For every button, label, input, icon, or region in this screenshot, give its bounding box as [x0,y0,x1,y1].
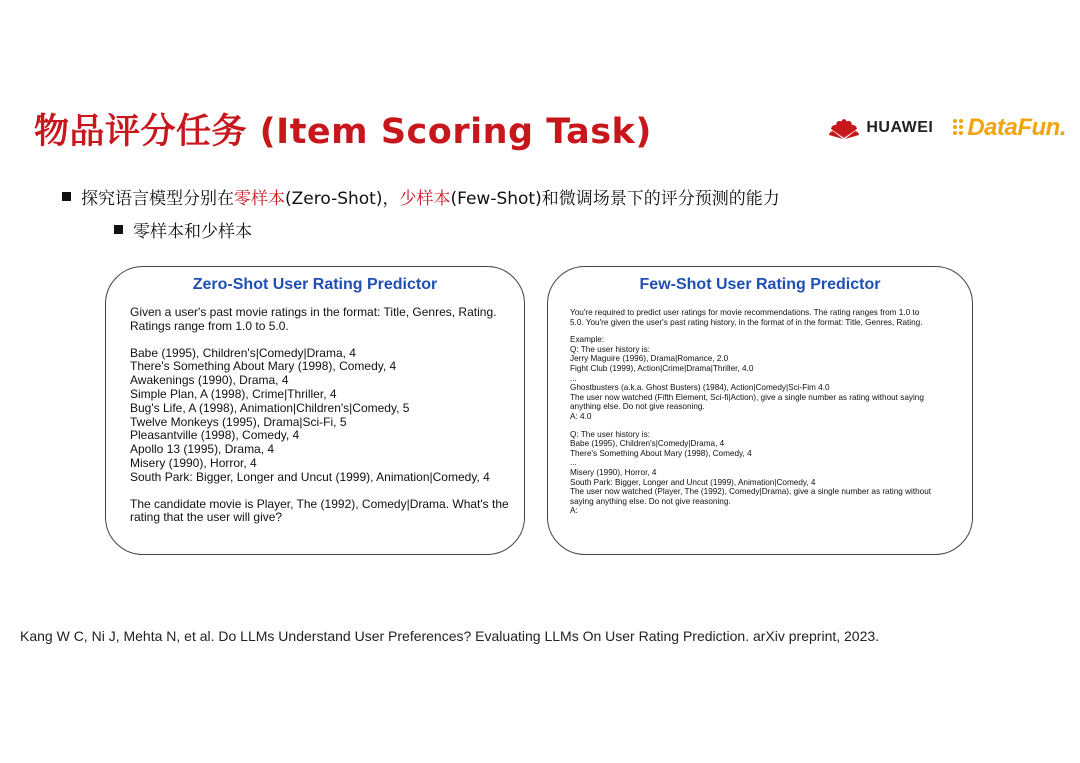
history-line: Babe (1995), Children's|Comedy|Drama, 4 [130,345,356,360]
bullet-main-post: (Few-Shot)和微调场景下的评分预测的能力 [450,189,780,209]
zero-shot-card [105,266,525,555]
datafun-logo [951,114,1066,142]
prompt-line: Ratings range from 1.0 to 5.0. [130,318,289,333]
huawei-logo [828,116,933,140]
query-line: There's Something About Mary (1998), Comedy, 4 [570,448,752,458]
example-line: Jerry Maguire (1996), Drama|Romance, 2.0 [570,354,729,364]
query-line: ... [570,458,577,468]
prompt-line: You're required to predict user ratings for movie recommendations. The rating ranges from 1.0 to [570,308,920,317]
datafun-wordmark: DataFun. [967,114,1066,141]
history-line: Awakenings (1990), Drama, 4 [130,373,289,388]
history-line: Pleasantville (1998), Comedy, 4 [130,428,300,443]
bullet-square-icon [62,192,71,201]
zero-shot-prompt [130,306,524,525]
history-line: Twelve Monkeys (1995), Drama|Sci-Fi, 5 [130,414,347,429]
query-line: The user now watched (Player, The (1992), Comedy|Drama), give a single number as rating without [570,487,932,497]
example-line: The user now watched (Fifth Element, Sci-fi|Action), give a single number as rating without saying [570,392,924,402]
question-line: The candidate movie is Player, The (1992), Comedy|Drama. What's the [130,496,509,511]
history-line: There's Something About Mary (1998), Comedy, 4 [130,359,397,374]
few-shot-title: Few-Shot User Rating Predictor [639,276,881,293]
bullet-main-pre: 探究语言模型分别在 [81,189,234,209]
slide-title: 物品评分任务 (Item Scoring Task) [34,112,652,152]
few-shot-prompt [570,308,950,516]
bullet-sub-text: 零样本和少样本 [133,222,252,242]
history-line: Simple Plan, A (1998), Crime|Thriller, 4 [130,386,337,401]
citation: Kang W C, Ni J, Mehta N, et al. Do LLMs Understand User Preferences? Evaluating LLMs On User Rating Prediction. arXiv preprint, 2023. [20,628,880,644]
example-line: ... [570,373,577,383]
query-line: Babe (1995), Children's|Comedy|Drama, 4 [570,439,725,449]
query-line: A: [570,506,578,516]
query-line: Q: The user history is: [570,429,650,439]
datafun-dots-icon [951,117,967,139]
query-line: South Park: Bigger, Longer and Uncut (1999), Animation|Comedy, 4 [570,477,816,487]
query-line: saying anything else. Do not give reasoning. [570,496,731,506]
bullet-main-few: 少样本 [399,189,451,209]
bullet-main-mid: (Zero-Shot)， [285,189,400,209]
logos [828,108,1066,148]
prompt-line: 5.0. You're given the user's past rating history, in the format of in the format: Title, Genres, Rating. [570,317,923,327]
example-line: Fight Club (1999), Action|Crime|Drama|Thriller, 4.0 [570,363,754,373]
example-line: anything else. Do not give reasoning. [570,402,705,412]
history-line: South Park: Bigger, Longer and Uncut (1999), Animation|Comedy, 4 [130,469,490,484]
example-line: Ghostbusters (a.k.a. Ghost Busters) (1984), Action|Comedy|Sci-Fim 4.0 [570,383,830,393]
question-line: rating that the user will give? [130,510,283,525]
huawei-wordmark: HUAWEI [866,119,934,136]
bullet-main-zero: 零样本 [234,189,285,209]
example-line: Example: [570,335,605,345]
few-shot-card [547,266,973,555]
prompt-line: Given a user's past movie ratings in the format: Title, Genres, Rating. [130,305,497,319]
example-line: Q: The user history is: [570,344,650,354]
history-line: Misery (1990), Horror, 4 [130,455,257,470]
history-line: Apollo 13 (1995), Drama, 4 [130,442,275,457]
history-line: Bug's Life, A (1998), Animation|Children's|Comedy, 5 [130,400,410,415]
example-line: A: 4.0 [570,411,592,421]
query-line: Misery (1990), Horror, 4 [570,467,657,477]
bullet-square-icon [114,225,123,234]
bullet-sub [114,217,252,242]
huawei-flower-icon [828,116,860,140]
bullet-main [62,184,780,209]
zero-shot-title: Zero-Shot User Rating Predictor [192,276,438,293]
